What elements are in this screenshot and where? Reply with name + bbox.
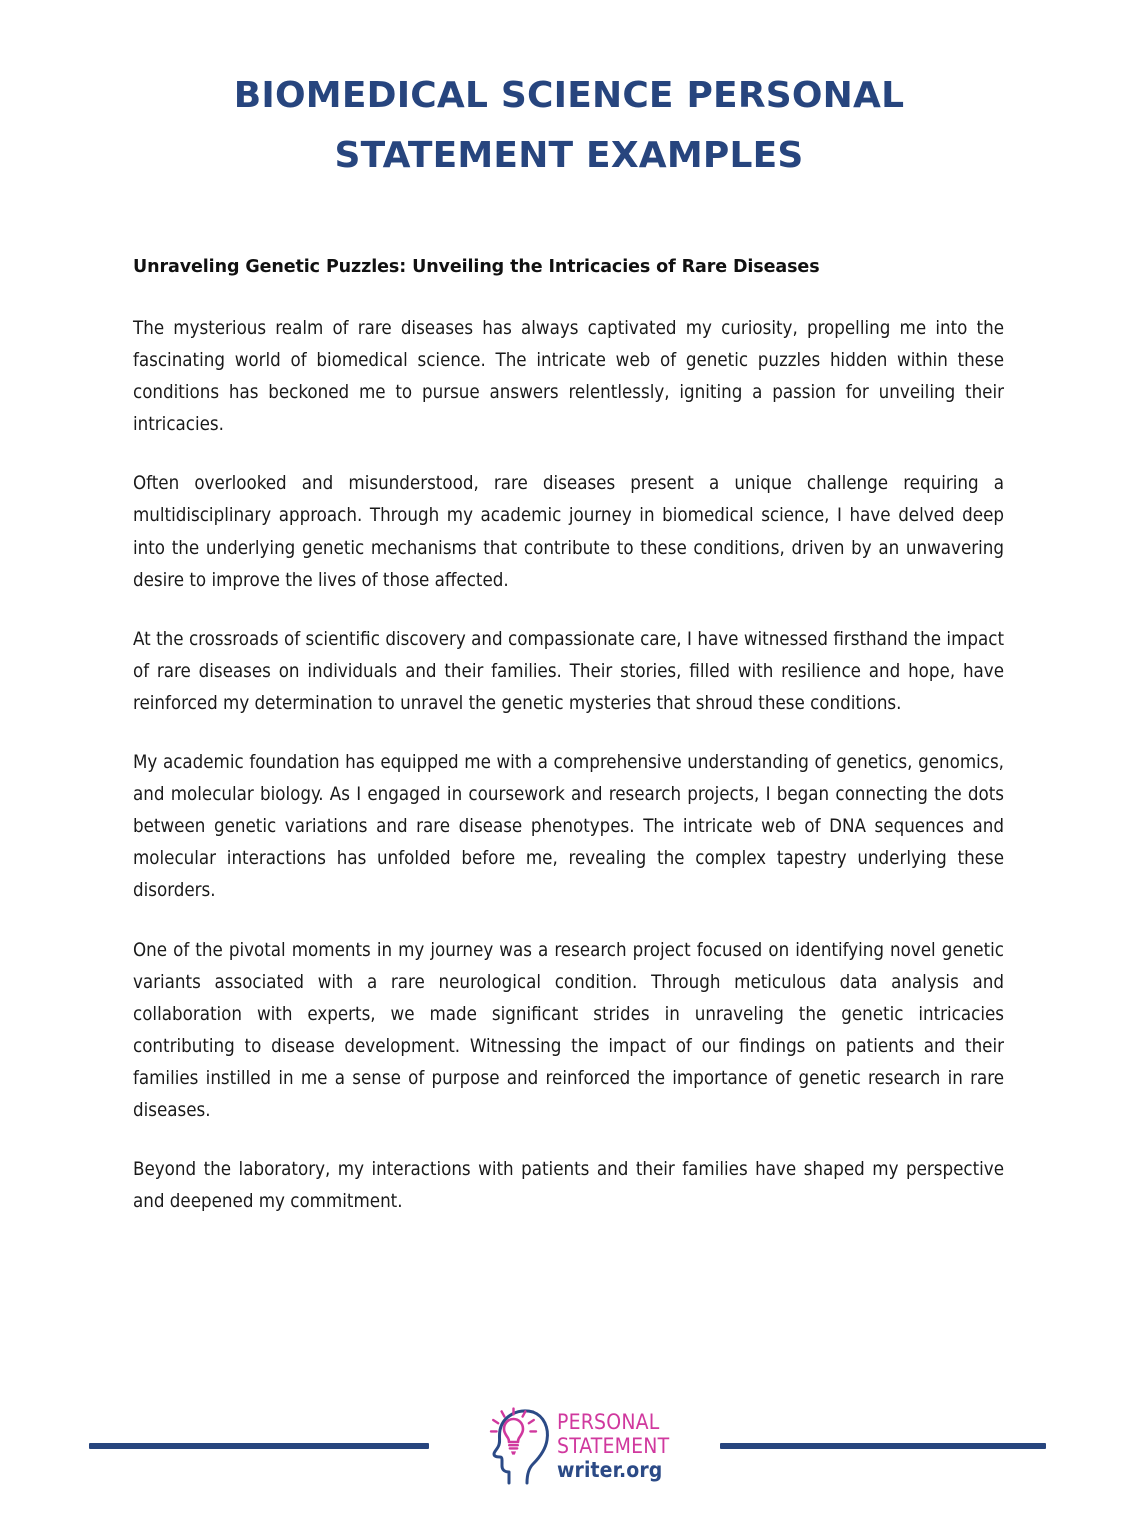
body-paragraph: My academic foundation has equipped me with a comprehensive understanding of genetics, genomics, and molecular biology. As I engaged in coursework and research projects, I began connecting the dots between genetic variations and rare disease phenotypes. The intricate web of DNA sequences and molecular interactions has unfolded before me, revealing the complex tapestry underlying these disorders. xyxy=(133,752,1004,902)
section-heading: Unraveling Genetic Puzzles: Unveiling the Intricacies of Rare Diseases xyxy=(133,257,820,277)
brand-logo xyxy=(489,1400,670,1492)
page-title-line-1: BIOMEDICAL SCIENCE PERSONAL xyxy=(233,75,905,116)
footer-divider-right xyxy=(720,1443,1046,1449)
page-title xyxy=(150,66,988,186)
brand-logo-text xyxy=(557,1409,670,1482)
brand-line-domain: writer.org xyxy=(557,1457,663,1482)
body-paragraph: At the crossroads of scientific discovery and compassionate care, I have witnessed firsthand the impact of rare diseases on individuals and their families. Their stories, filled with resilience and hope, have reinforced my determination to unravel the genetic mysteries that shroud these conditions. xyxy=(133,628,1004,714)
body-paragraph: The mysterious realm of rare diseases has always captivated my curiosity, propelling me into the fascinating world of biomedical science. The intricate web of genetic puzzles hidden within these conditions has beckoned me to pursue answers relentlessly, igniting a passion for unveiling their intricacies. xyxy=(133,318,1004,436)
brand-line-personal: PERSONAL xyxy=(557,1409,660,1434)
body-paragraph: Beyond the laboratory, my interactions with patients and their families have shaped my perspective and deepened my commitment. xyxy=(133,1159,1004,1213)
body-paragraph: One of the pivotal moments in my journey was a research project focused on identifying novel genetic variants associated with a rare neurological condition. Through meticulous data analysis and collaboration with experts, we made significant strides in unraveling the genetic intricacies contributing to disease development. Witnessing the impact of our findings on patients and their families instilled in me a sense of purpose and reinforced the importance of genetic research in rare diseases. xyxy=(133,939,1004,1121)
head-with-lightbulb-icon xyxy=(489,1406,551,1486)
brand-line-statement: STATEMENT xyxy=(557,1433,670,1458)
body-paragraph: Often overlooked and misunderstood, rare diseases present a unique challenge requiring a multidisciplinary approach. Through my academic journey in biomedical science, I have delved deep into the underlying genetic mechanisms that contribute to these conditions, driven by an unwavering desire to improve the lives of those affected. xyxy=(133,473,1004,591)
footer-divider-left xyxy=(89,1443,429,1449)
page-footer xyxy=(0,1396,1138,1496)
document-body xyxy=(133,255,1004,1218)
page-title-line-2: STATEMENT EXAMPLES xyxy=(334,135,804,176)
